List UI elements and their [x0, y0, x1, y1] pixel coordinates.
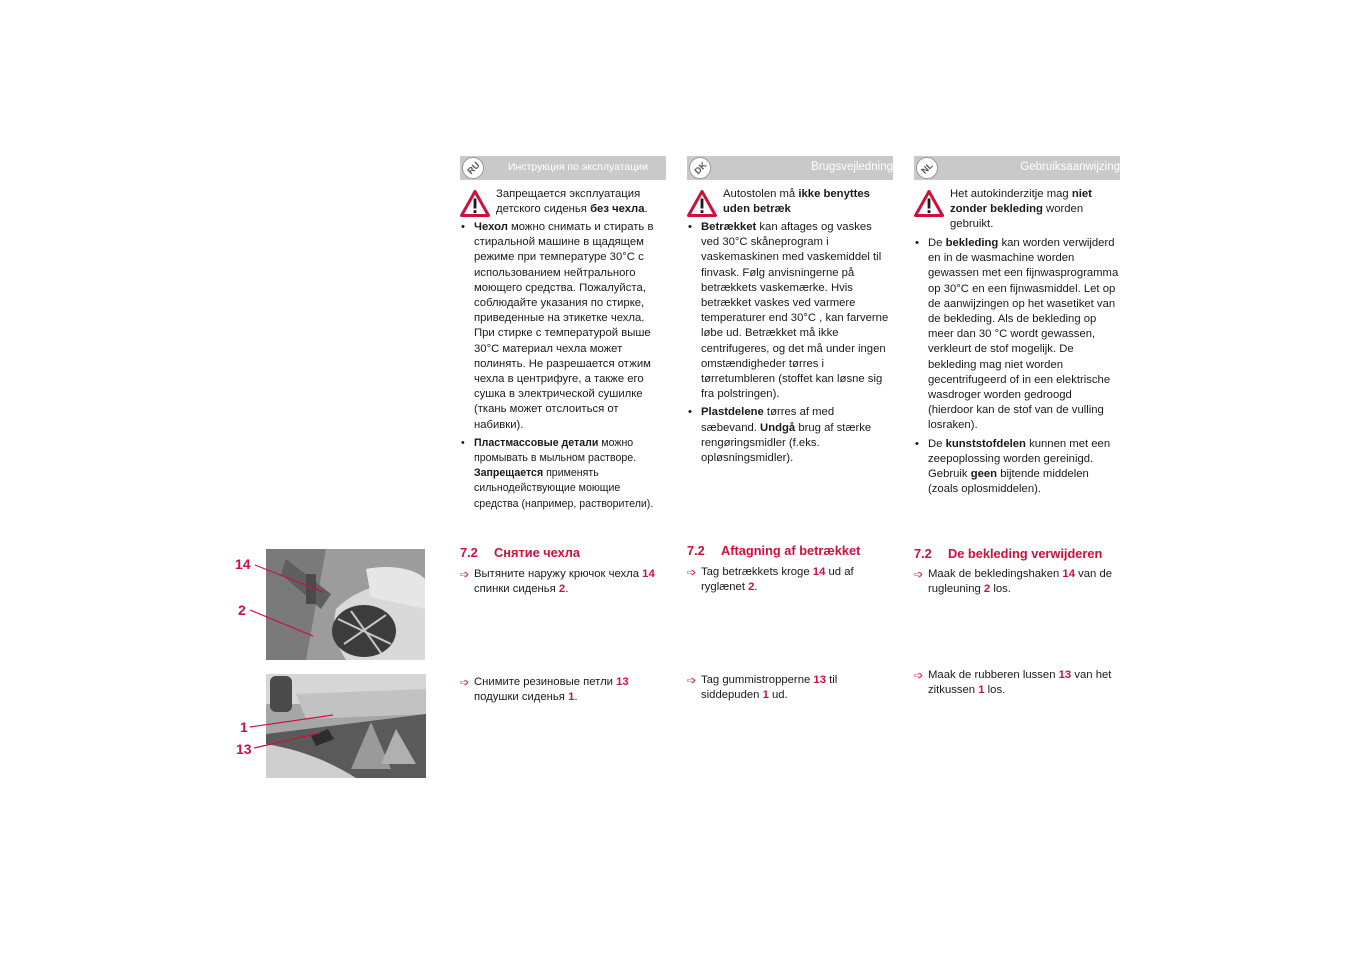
- item-text: можно промывать в мыльном растворе.: [474, 436, 637, 465]
- step-text-mid: van het zitkussen: [928, 669, 1112, 697]
- warning-ru: [460, 187, 666, 217]
- section-number: 7.2: [914, 546, 932, 561]
- callout-1: 1: [240, 719, 248, 735]
- step-2-ru: [460, 675, 666, 705]
- item-prefix: De: [928, 437, 946, 450]
- photo-rubber-loops: [266, 674, 426, 778]
- step-text-mid: til siddepuden: [701, 674, 838, 702]
- step-text-end: los.: [984, 684, 1006, 697]
- step-2-nl: [914, 668, 1120, 698]
- step-2-dk: [687, 673, 893, 703]
- language-code: NL: [919, 160, 935, 176]
- section-heading-nl: [914, 546, 1134, 561]
- item-emphasis-2: Undgå: [760, 421, 796, 434]
- bullet-list: [914, 236, 1120, 500]
- warning-triangle-icon: [460, 190, 490, 217]
- item-text: kunnen met een zeepoplossing worden gereinigd. Gebruik: [928, 437, 1111, 481]
- part-number: 2: [748, 581, 755, 594]
- list-item: [687, 405, 893, 466]
- step-text: Tag betrækkets kroge: [701, 566, 813, 578]
- item-text: kan aftages og vaskes ved 30°C skåneprogram i vaskemaskinen med vaskemiddel til finvask. Følg anvisningerne på betrækkets vaskemærke. Hvis betrækket vaskes ved varmere temperaturer end 30°C , kan farverne løbe ud. Betrækket må ikke centrifugeres, og det må under ingen omstændigheder tørres i tørretumbleren (stoffet kan løsne sig fra polstringen).: [701, 221, 889, 401]
- item-text: kan worden verwijderd en in de wasmachine worden gewassen met een fijnwasprogramma op 30°C en een fijnwasmiddel. Let op de aanwijzingen op het wasetiket van de bekleding. Als de bekleding op meer dan 30 °C wordt gewassen, verkleurt de stof mogelijk. De bekleding mag niet worden gecentrifugeerd of in een elektrische wasdroger worden gedroogd (hierdoor kan de stof van de vulling losraken).: [928, 237, 1119, 432]
- part-number: 14: [642, 568, 655, 580]
- item-emphasis-2: geen: [970, 468, 998, 481]
- callout-14: 14: [235, 556, 251, 572]
- section-title: De bekleding verwijderen: [948, 546, 1103, 561]
- warning-nl: [914, 187, 1120, 233]
- step-1-nl: [914, 567, 1120, 597]
- part-number: 1: [978, 684, 985, 697]
- language-badge-nl: [916, 157, 938, 179]
- section-number: 7.2: [460, 545, 478, 560]
- step-text: Tag gummistropperne: [701, 674, 814, 686]
- item-emphasis: Чехол: [474, 221, 508, 233]
- step-text-end: .: [574, 691, 578, 704]
- item-emphasis: bekleding: [945, 237, 999, 249]
- photo-cover-hook: [266, 549, 425, 660]
- language-badge-ru: [462, 157, 484, 179]
- warning-text: Autostolen må: [723, 188, 799, 200]
- warning-emphasis: без чехла: [590, 203, 645, 216]
- step-arrow-icon: ➩: [460, 677, 470, 689]
- warning-emphasis: ikke benyttes uden betræk: [723, 188, 870, 216]
- header-title: Gebruiksaanwijzing: [1020, 161, 1120, 173]
- step-text-mid: спинки сиденья: [474, 583, 559, 596]
- item-emphasis-2: Запрещается: [474, 467, 544, 480]
- callout-2: 2: [238, 602, 246, 618]
- warning-text-end: worden gebruikt.: [950, 203, 1084, 231]
- warning-text-end: .: [644, 203, 648, 216]
- warning-text: Запрещается эксплуатация детского сиденья: [496, 188, 641, 216]
- warning-emphasis: niet zonder bekleding: [950, 188, 1092, 216]
- step-arrow-icon: ➩: [687, 567, 697, 579]
- item-prefix: De: [928, 237, 946, 249]
- callout-13: 13: [236, 741, 252, 757]
- header-bar-nl: [914, 156, 1120, 180]
- item-text: tørres af med sæbevand.: [701, 406, 835, 434]
- header-title: Инструкция по эксплуатации: [507, 161, 649, 173]
- part-number: 13: [1058, 669, 1072, 681]
- language-code: DK: [691, 159, 709, 177]
- step-text-end: ud.: [768, 689, 788, 702]
- part-number: 2: [558, 583, 566, 596]
- bullet-list: [460, 220, 666, 515]
- step-1-dk: [687, 565, 893, 595]
- item-text-2: brug af stærke rengøringsmidler (f.eks. opløsningsmidler).: [701, 421, 872, 465]
- step-text: Вытяните наружу крючок чехла: [474, 568, 643, 580]
- part-number: 1: [568, 691, 575, 704]
- photo-illustration: [266, 674, 426, 778]
- list-item: [914, 236, 1120, 434]
- bullet-list: [687, 220, 893, 469]
- part-number: 13: [813, 674, 826, 686]
- step-text-end: .: [754, 581, 758, 594]
- step-text: Снимите резиновые петли: [474, 676, 617, 688]
- section-title: Снятие чехла: [494, 545, 580, 560]
- header-bar-ru: [460, 156, 666, 180]
- part-number: 2: [983, 583, 991, 596]
- step-text-mid: подушки сиденья: [474, 691, 569, 704]
- section-number: 7.2: [687, 543, 705, 558]
- warning-triangle-icon: [687, 190, 717, 217]
- step-arrow-icon: ➩: [460, 569, 470, 581]
- step-text: Maak de bekledingshaken: [928, 568, 1063, 580]
- part-number: 14: [1062, 568, 1075, 580]
- list-item: [460, 436, 666, 512]
- section-title: Aftagning af betrækket: [721, 543, 861, 558]
- header-title: Brugsvejledning: [811, 161, 893, 173]
- step-text-end: los.: [990, 583, 1011, 596]
- step-text-mid: ud af ryglænet: [701, 566, 854, 594]
- part-number: 13: [616, 676, 629, 688]
- section-heading-ru: [460, 545, 680, 560]
- step-arrow-icon: ➩: [914, 569, 924, 581]
- step-arrow-icon: ➩: [914, 670, 924, 682]
- language-badge-dk: [689, 157, 711, 179]
- step-1-ru: [460, 567, 666, 597]
- list-item: [914, 437, 1120, 498]
- warning-text: Het autokinderzitje mag: [950, 188, 1072, 200]
- item-emphasis: Betrækket: [701, 221, 757, 233]
- part-number: 1: [762, 689, 769, 702]
- step-text: Maak de rubberen lussen: [928, 669, 1059, 681]
- part-number: 14: [812, 566, 826, 578]
- item-emphasis: Пластмассовые детали: [474, 436, 599, 449]
- item-text-2: применять сильнодействующие моющие средства (например, растворители).: [474, 467, 654, 510]
- section-heading-dk: [687, 543, 907, 558]
- list-item: [687, 220, 893, 402]
- language-code: RU: [464, 159, 482, 177]
- step-text-end: .: [565, 583, 569, 596]
- step-arrow-icon: ➩: [687, 675, 697, 687]
- item-text: можно снимать и стирать в стиральной машине в щадящем режиме при температуре 30°С с использованием нейтрального моющего средства. Пожалуйста, соблюдайте указания по стирке, приведенные на этикетке чехла. При стирке с температурой выше 30°С материал чехла может полинять. Не разрешается отжим чехла в центрифуге, а также его сушка в электрической сушилке (ткань может отслоиться от набивки).: [474, 221, 654, 431]
- item-text-2: bijtende middelen (zoals oplosmiddelen).: [928, 468, 1089, 496]
- warning-dk: [687, 187, 893, 217]
- warning-triangle-icon: [914, 190, 944, 217]
- header-bar-dk: [687, 156, 893, 180]
- item-emphasis: Plastdelene: [701, 406, 764, 419]
- step-text-mid: van de rugleuning: [928, 568, 1113, 596]
- list-item: [460, 220, 666, 433]
- item-emphasis: kunststofdelen: [945, 437, 1026, 450]
- photo-illustration: [266, 549, 425, 660]
